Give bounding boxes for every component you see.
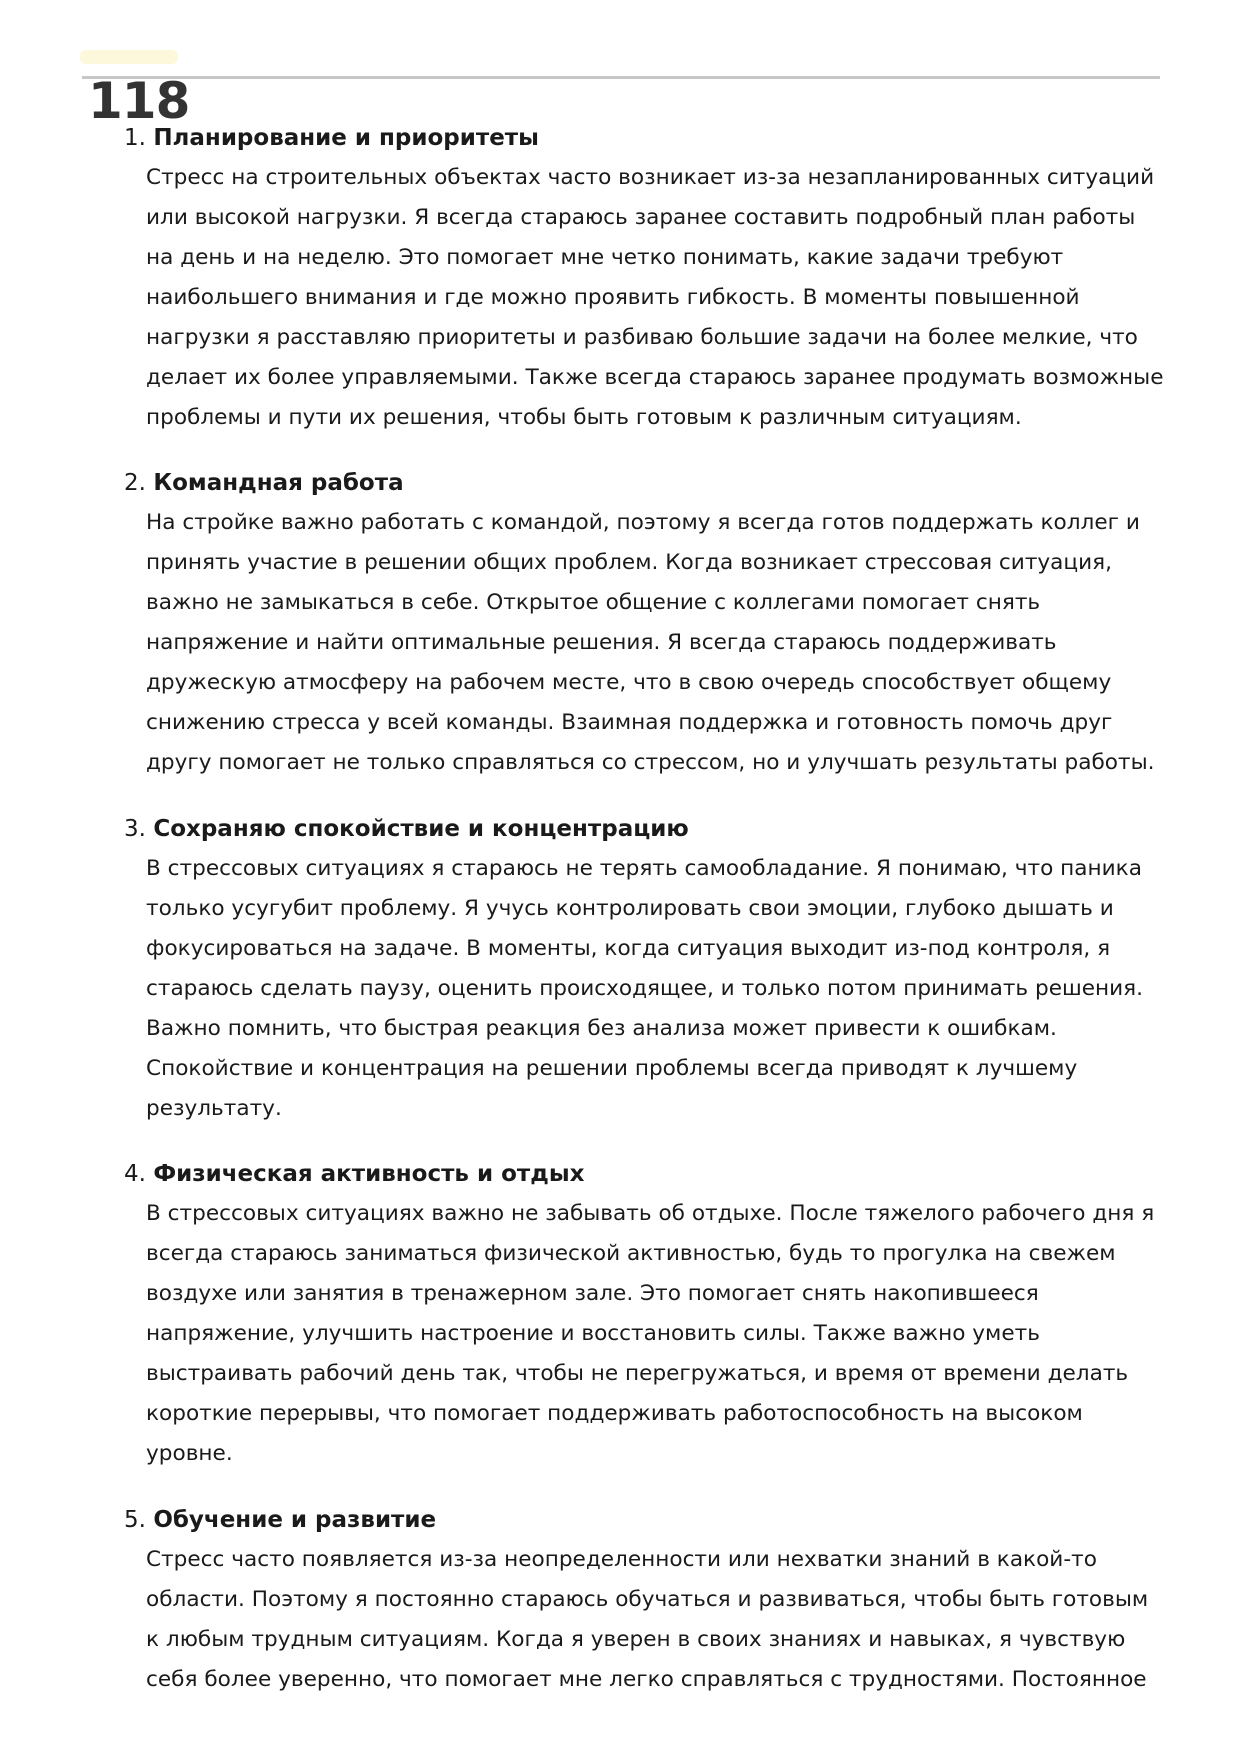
paragraph-line: стараюсь сделать паузу, оценить происходящее, и только потом принимать решения. <box>146 976 1144 1001</box>
paragraph-line: нагрузки я расставляю приоритеты и разбиваю большие задачи на более мелкие, что <box>146 325 1138 350</box>
paragraph-line: Спокойствие и концентрация на решении проблемы всегда приводят к лучшему <box>146 1056 1078 1081</box>
section-learning <box>118 1500 1168 1700</box>
section-heading <box>118 809 1168 849</box>
paragraph-line: делает их более управляемыми. Также всегда стараюсь заранее продумать возможные <box>146 365 1164 390</box>
paragraph-line: проблемы и пути их решения, чтобы быть готовым к различным ситуациям. <box>146 405 1022 430</box>
section-activity-rest <box>118 1154 1168 1474</box>
section-body <box>146 1540 1168 1700</box>
section-number: 5. <box>124 1507 146 1533</box>
paragraph-line: В стрессовых ситуациях я стараюсь не терять самообладание. Я понимаю, что паника <box>146 856 1142 881</box>
section-number: 1. <box>124 125 146 151</box>
header-rule <box>82 76 1160 79</box>
paragraph-line: напряжение, улучшить настроение и восстановить силы. Также важно уметь <box>146 1321 1040 1346</box>
section-heading <box>118 118 1168 158</box>
section-body <box>146 503 1168 783</box>
paragraph-line: воздухе или занятия в тренажерном зале. Это помогает снять накопившееся <box>146 1281 1039 1306</box>
section-heading <box>118 1500 1168 1540</box>
section-teamwork <box>118 463 1168 783</box>
paragraph-line: другу помогает не только справляться со стрессом, но и улучшать результаты работы. <box>146 750 1155 775</box>
paragraph-line: принять участие в решении общих проблем. Когда возникает стрессовая ситуация, <box>146 550 1113 575</box>
paragraph-line: на день и на неделю. Это помогает мне четко понимать, какие задачи требуют <box>146 245 1064 270</box>
section-heading <box>118 463 1168 503</box>
section-planning <box>118 118 1168 438</box>
highlight-mark <box>80 50 178 64</box>
paragraph-line: Важно помнить, что быстрая реакция без анализа может привести к ошибкам. <box>146 1016 1057 1041</box>
section-number: 4. <box>124 1161 146 1187</box>
paragraph-line: важно не замыкаться в себе. Открытое общение с коллегами помогает снять <box>146 590 1041 615</box>
page-number: 118 <box>88 72 190 130</box>
section-body <box>146 1194 1168 1474</box>
section-title: Обучение и развитие <box>153 1507 437 1533</box>
paragraph-line: Стресс часто появляется из-за неопределенности или нехватки знаний в какой-то <box>146 1547 1097 1572</box>
paragraph-line: результату. <box>146 1096 282 1121</box>
paragraph-line: или высокой нагрузки. Я всегда стараюсь заранее составить подробный план работы <box>146 205 1136 230</box>
paragraph-line: короткие перерывы, что помогает поддерживать работоспособность на высоком <box>146 1401 1083 1426</box>
paragraph-line: уровне. <box>146 1441 233 1466</box>
paragraph-line: только усугубит проблему. Я учусь контролировать свои эмоции, глубоко дышать и <box>146 896 1114 921</box>
section-title: Физическая активность и отдых <box>153 1161 585 1187</box>
paragraph-line: дружескую атмосферу на рабочем месте, что в свою очередь способствует общему <box>146 670 1112 695</box>
paragraph-line: всегда стараюсь заниматься физической активностью, будь то прогулка на свежем <box>146 1241 1116 1266</box>
section-number: 2. <box>124 470 146 496</box>
section-heading <box>118 1154 1168 1194</box>
paragraph-line: области. Поэтому я постоянно стараюсь обучаться и развиваться, чтобы быть готовым <box>146 1587 1149 1612</box>
section-title: Сохраняю спокойствие и концентрацию <box>153 816 689 842</box>
section-number: 3. <box>124 816 146 842</box>
section-body <box>146 849 1168 1129</box>
paragraph-line: наибольшего внимания и где можно проявить гибкость. В моменты повышенной <box>146 285 1080 310</box>
paragraph-line: выстраивать рабочий день так, чтобы не перегружаться, и время от времени делать <box>146 1361 1129 1386</box>
section-calm-focus <box>118 809 1168 1129</box>
paragraph-line: фокусироваться на задаче. В моменты, когда ситуация выходит из-под контроля, я <box>146 936 1111 961</box>
paragraph-line: На стройке важно работать с командой, поэтому я всегда готов поддержать коллег и <box>146 510 1140 535</box>
section-title: Командная работа <box>153 470 404 496</box>
paragraph-line: Стресс на строительных объектах часто возникает из-за незапланированных ситуаций <box>146 165 1155 190</box>
section-body <box>146 158 1168 438</box>
section-title: Планирование и приоритеты <box>153 125 539 151</box>
paragraph-line: снижению стресса у всей команды. Взаимная поддержка и готовность помочь друг <box>146 710 1113 735</box>
paragraph-line: В стрессовых ситуациях важно не забывать об отдыхе. После тяжелого рабочего дня я <box>146 1201 1155 1226</box>
paragraph-line: напряжение и найти оптимальные решения. Я всегда стараюсь поддерживать <box>146 630 1057 655</box>
paragraph-line: к любым трудным ситуациям. Когда я уверен в своих знаниях и навыках, я чувствую <box>146 1627 1126 1652</box>
paragraph-line: себя более уверенно, что помогает мне легко справляться с трудностями. Постоянное <box>146 1667 1147 1692</box>
